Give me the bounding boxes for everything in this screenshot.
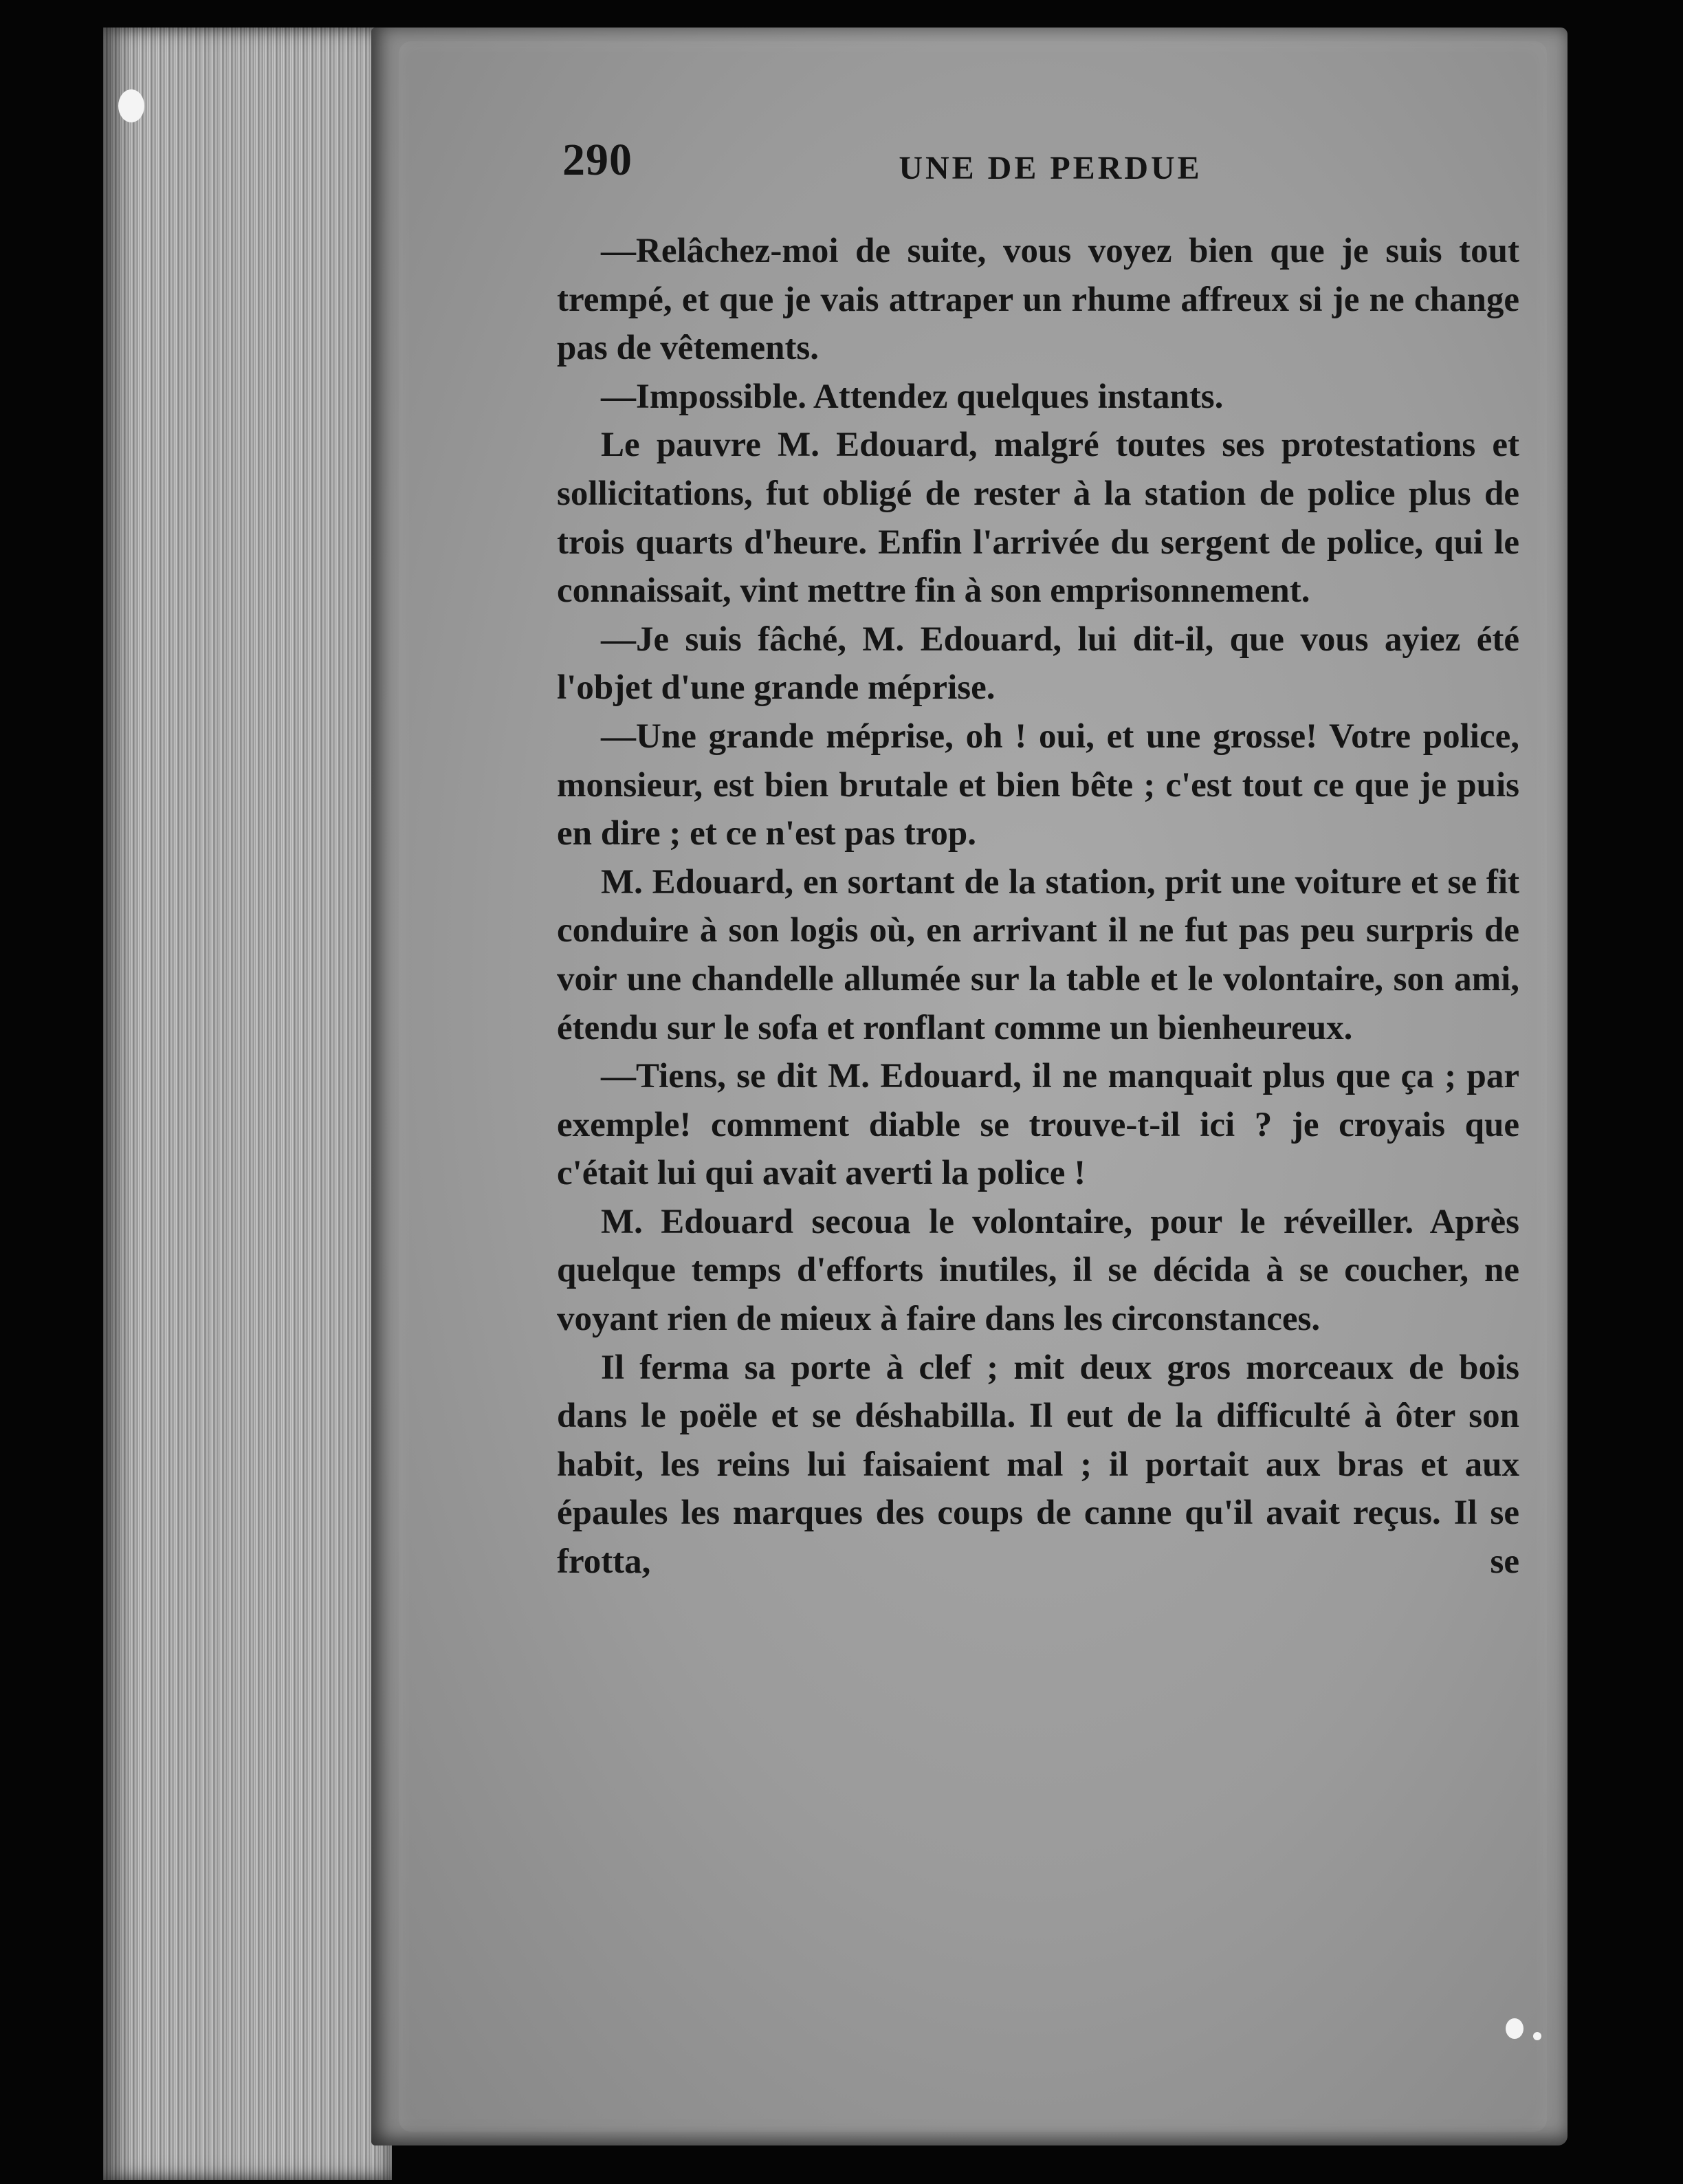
page-header [562, 134, 1539, 196]
paragraph: —Impossible. Attendez quelques instants. [601, 377, 1224, 416]
paragraph: —Une grande méprise, oh ! oui, et une grosse! Votre police, monsieur, est bien brutale et bien bête ; c'est tout ce que je puis en dire ; et ce n'est pas trop. [557, 717, 1519, 853]
scan-speck [1506, 2018, 1524, 2039]
running-head: UNE DE PERDUE [899, 150, 1202, 186]
scan-speck [118, 89, 144, 122]
paragraph: Le pauvre M. Edouard, malgré toutes ses protestations et sollicitations, fut obligé de rester à la station de police plus de trois quarts d'heure. Enfin l'arrivée du sergent de police, qui le connaissait, vint mettre fin à son emprisonnement. [557, 426, 1519, 611]
paragraph: M. Edouard, en sortant de la station, prit une voiture et se fit conduire à son logis où, en arrivant il ne fut pas peu surpris de voir une chandelle allumée sur la table et le volontaire, son ami, étendu sur le sofa et ronflant comme un bienheureux. [557, 862, 1519, 1047]
page-number: 290 [562, 135, 632, 185]
paragraph: —Relâchez-moi de suite, vous voyez bien que je suis tout trempé, et que je vais attraper un rhume affreux si je ne change pas de vêtements. [557, 232, 1519, 368]
paragraph: M. Edouard secoua le volontaire, pour le réveiller. Après quelque temps d'efforts inutiles, il se décida à se coucher, ne voyant rien de mieux à faire dans les circonstances. [557, 1202, 1519, 1339]
scan-speck [1533, 2032, 1541, 2040]
book-page-edges [103, 28, 392, 2180]
paragraph: —Tiens, se dit M. Edouard, il ne manquait plus que ça ; par exemple! comment diable se trouve-t-il ici ? je croyais que c'était lui qui avait averti la police ! [557, 1057, 1519, 1193]
body-text [557, 227, 1519, 1586]
paragraph: Il ferma sa porte à clef ; mit deux gros morceaux de bois dans le poële et se déshabilla. Il eut de la difficulté à ôter son habit, les reins lui faisaient mal ; il portait aux bras et aux épaules les marques des coups de canne qu'il avait reçus. Il se frotta, se [557, 1348, 1519, 1582]
paragraph: —Je suis fâché, M. Edouard, lui dit-il, que vous ayiez été l'objet d'une grande méprise. [557, 620, 1519, 708]
